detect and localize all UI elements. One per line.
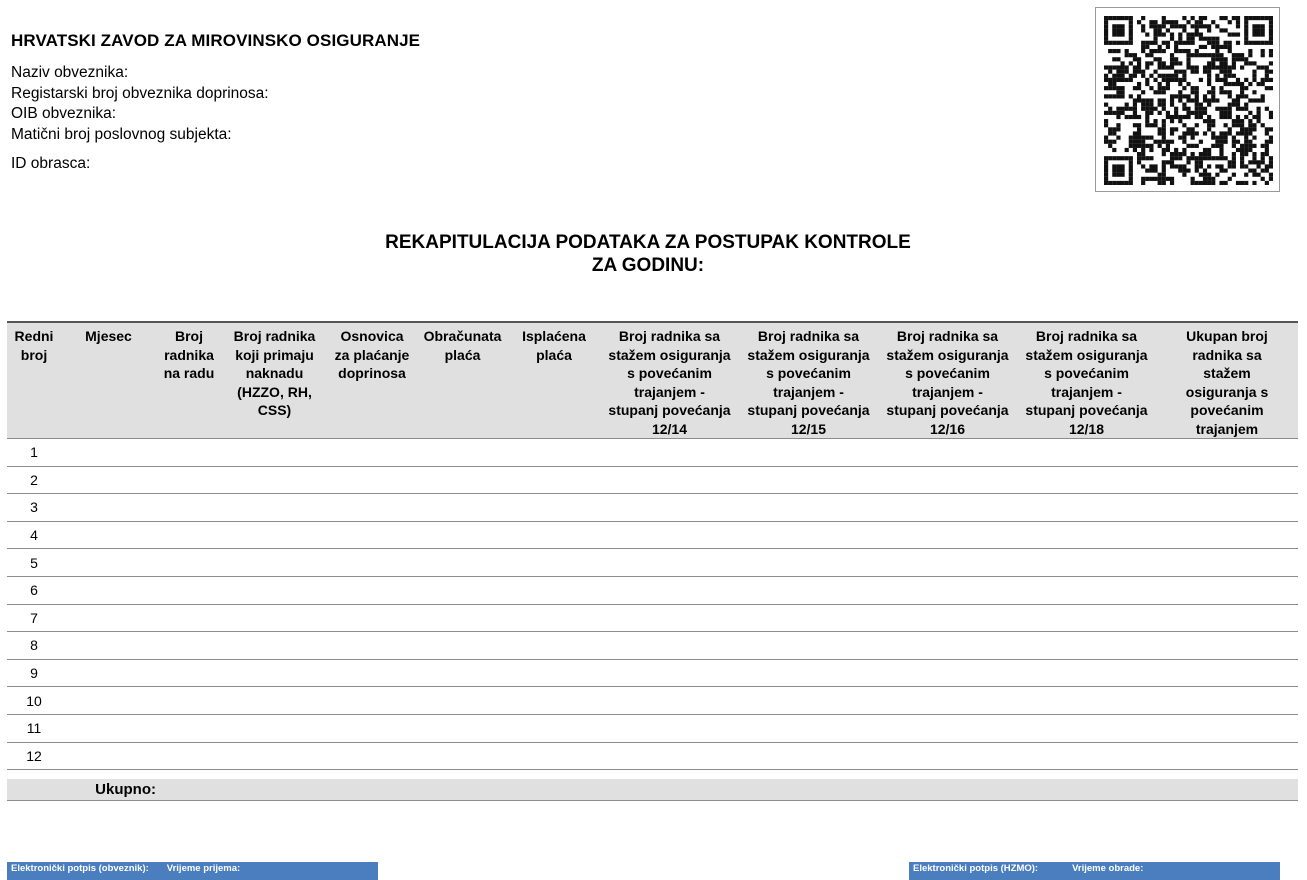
table-cell [1156, 659, 1298, 687]
table-cell [1156, 521, 1298, 549]
total-row [7, 779, 1298, 801]
table-cell [222, 439, 327, 467]
table-cell [61, 576, 156, 604]
organization-name: HRVATSKI ZAVOD ZA MIROVINSKO OSIGURANJE [11, 31, 421, 50]
table-cell [156, 439, 222, 467]
field-registarski-broj: Registarski broj obveznika doprinosa: [11, 84, 269, 102]
table-cell [600, 521, 739, 549]
col-osnovica: Osnovica za plaćanje doprinosa [327, 322, 417, 439]
total-spacer [7, 770, 1298, 779]
table-cell [61, 604, 156, 632]
table-cell [1017, 549, 1156, 577]
table-cell [222, 604, 327, 632]
table-cell [417, 576, 508, 604]
signature-label-hzmo: Elektronički potpis (HZMO): [913, 863, 1039, 874]
table-cell [1156, 576, 1298, 604]
row-number: 5 [7, 549, 61, 577]
col-staz-12-14: Broj radnika sa stažem osiguranja s povećanim trajanjem - stupanj povećanja 12/14 [600, 322, 739, 439]
table-cell [417, 632, 508, 660]
signature-bar-hzmo [909, 862, 1280, 880]
table-cell [878, 439, 1017, 467]
table-cell [156, 714, 222, 742]
table-cell [327, 549, 417, 577]
table-cell [1017, 466, 1156, 494]
table-row [7, 659, 1298, 687]
table-cell [222, 466, 327, 494]
table-cell [327, 742, 417, 770]
table-cell [61, 714, 156, 742]
table-cell [327, 632, 417, 660]
col-redni-broj: Redni broj [7, 322, 61, 439]
table-cell [600, 576, 739, 604]
col-mjesec: Mjesec [61, 322, 156, 439]
table-cell [222, 521, 327, 549]
table-cell [1156, 742, 1298, 770]
table-cell [222, 576, 327, 604]
table-cell [878, 494, 1017, 522]
table-cell [417, 439, 508, 467]
table-cell [327, 687, 417, 715]
table-cell [600, 714, 739, 742]
table-row [7, 604, 1298, 632]
table-row [7, 687, 1298, 715]
total-label: Ukupno: [61, 779, 156, 801]
table-cell [600, 494, 739, 522]
table-cell [327, 521, 417, 549]
table-cell [156, 494, 222, 522]
form-id-label: ID obrasca: [11, 155, 91, 172]
table-cell [1156, 466, 1298, 494]
table-cell [508, 659, 600, 687]
table-cell [222, 714, 327, 742]
table-cell [417, 494, 508, 522]
table-body [7, 439, 1298, 770]
receipt-time-label: Vrijeme prijema: [166, 863, 241, 874]
table-cell [508, 604, 600, 632]
table-cell [508, 466, 600, 494]
table-cell [600, 604, 739, 632]
table-cell [417, 714, 508, 742]
table-cell [508, 714, 600, 742]
row-number: 9 [7, 659, 61, 687]
table-cell [222, 494, 327, 522]
table-cell [222, 632, 327, 660]
table-cell [327, 494, 417, 522]
recap-table-container [7, 321, 1298, 801]
table-row [7, 439, 1298, 467]
table-cell [417, 549, 508, 577]
table-cell [156, 576, 222, 604]
table-cell [739, 604, 878, 632]
table-cell [327, 714, 417, 742]
table-cell [508, 439, 600, 467]
table-cell [878, 576, 1017, 604]
table-cell [1017, 494, 1156, 522]
table-cell [327, 576, 417, 604]
table-cell [508, 521, 600, 549]
col-ukupan-broj: Ukupan broj radnika sa stažem osiguranja s povećanim trajanjem [1156, 322, 1298, 439]
table-cell [61, 549, 156, 577]
table-cell [878, 687, 1017, 715]
signature-bar-obligor [7, 862, 378, 880]
table-cell [156, 604, 222, 632]
table-cell [1017, 632, 1156, 660]
title-line-2: ZA GODINU: [591, 255, 705, 276]
table-cell [508, 742, 600, 770]
table-cell [1017, 439, 1156, 467]
table-cell [1017, 714, 1156, 742]
table-row [7, 549, 1298, 577]
field-maticni-broj: Matični broj poslovnog subjekta: [11, 125, 232, 143]
table-cell [1156, 714, 1298, 742]
table-cell [1017, 604, 1156, 632]
table-cell [1156, 604, 1298, 632]
table-cell [417, 659, 508, 687]
table-cell [600, 687, 739, 715]
row-number: 4 [7, 521, 61, 549]
table-cell [878, 549, 1017, 577]
table-cell [327, 439, 417, 467]
table-cell [327, 604, 417, 632]
table-cell [878, 604, 1017, 632]
table-cell [156, 632, 222, 660]
table-row [7, 714, 1298, 742]
table-row [7, 576, 1298, 604]
table-cell [739, 466, 878, 494]
col-staz-12-18: Broj radnika sa stažem osiguranja s povećanim trajanjem - stupanj povećanja 12/18 [1017, 322, 1156, 439]
row-number: 3 [7, 494, 61, 522]
table-cell [1017, 659, 1156, 687]
table-cell [156, 549, 222, 577]
table-cell [156, 659, 222, 687]
table-footer [7, 770, 1298, 801]
document-title [0, 231, 1296, 277]
table-cell [508, 687, 600, 715]
table-cell [61, 687, 156, 715]
table-cell [327, 466, 417, 494]
table-cell [222, 659, 327, 687]
table-cell [1017, 687, 1156, 715]
table-cell [1156, 687, 1298, 715]
processing-time-label: Vrijeme obrade: [1072, 863, 1144, 874]
table-cell [1017, 521, 1156, 549]
table-cell [156, 521, 222, 549]
signature-label-obligor: Elektronički potpis (obveznik): [11, 863, 149, 874]
table-cell [61, 439, 156, 467]
qr-code-icon [1095, 7, 1280, 192]
table-cell [1156, 494, 1298, 522]
col-obracunata-placa: Obračunata plaća [417, 322, 508, 439]
table-row [7, 521, 1298, 549]
table-cell [739, 439, 878, 467]
table-cell [327, 659, 417, 687]
table-cell [417, 687, 508, 715]
table-cell [600, 659, 739, 687]
table-cell [739, 687, 878, 715]
obligor-fields [11, 63, 269, 145]
table-cell [61, 659, 156, 687]
table-cell [878, 466, 1017, 494]
table-cell [600, 632, 739, 660]
table-cell [156, 742, 222, 770]
table-cell [417, 521, 508, 549]
table-cell [739, 576, 878, 604]
table-cell [508, 549, 600, 577]
table-cell [600, 549, 739, 577]
field-naziv: Naziv obveznika: [11, 64, 129, 81]
table-cell [156, 687, 222, 715]
table-cell [1017, 576, 1156, 604]
row-number: 10 [7, 687, 61, 715]
table-cell [878, 632, 1017, 660]
table-cell [1156, 632, 1298, 660]
table-row [7, 466, 1298, 494]
table-cell [61, 466, 156, 494]
table-cell [739, 742, 878, 770]
table-row [7, 742, 1298, 770]
col-staz-12-15: Broj radnika sa stažem osiguranja s povećanim trajanjem - stupanj povećanja 12/15 [739, 322, 878, 439]
table-cell [1156, 439, 1298, 467]
row-number: 7 [7, 604, 61, 632]
table-cell [417, 466, 508, 494]
table-cell [739, 659, 878, 687]
table-cell [739, 494, 878, 522]
table-cell [61, 494, 156, 522]
table-cell [61, 742, 156, 770]
row-number: 11 [7, 714, 61, 742]
row-number: 6 [7, 576, 61, 604]
table-cell [739, 549, 878, 577]
table-cell [878, 714, 1017, 742]
table-cell [222, 687, 327, 715]
table-cell [878, 521, 1017, 549]
table-cell [222, 742, 327, 770]
table-cell [1017, 742, 1156, 770]
table-cell [600, 439, 739, 467]
table-cell [417, 742, 508, 770]
table-cell [508, 632, 600, 660]
qr-code-graphic [1104, 16, 1273, 185]
row-number: 8 [7, 632, 61, 660]
table-cell [508, 576, 600, 604]
table-cell [156, 466, 222, 494]
table-row [7, 632, 1298, 660]
table-cell [508, 494, 600, 522]
col-staz-12-16: Broj radnika sa stažem osiguranja s povećanim trajanjem - stupanj povećanja 12/16 [878, 322, 1017, 439]
table-cell [1156, 549, 1298, 577]
col-radnici-naknada: Broj radnika koji primaju naknadu (HZZO, RH, CSS) [222, 322, 327, 439]
recap-table [7, 321, 1298, 801]
table-cell [61, 521, 156, 549]
row-number: 1 [7, 439, 61, 467]
table-cell [222, 549, 327, 577]
title-line-1: REKAPITULACIJA PODATAKA ZA POSTUPAK KONTROLE [385, 232, 911, 253]
col-isplacena-placa: Isplaćena plaća [508, 322, 600, 439]
table-cell [739, 632, 878, 660]
row-number: 12 [7, 742, 61, 770]
table-row [7, 494, 1298, 522]
table-header-row [7, 322, 1298, 439]
table-cell [878, 659, 1017, 687]
table-cell [600, 742, 739, 770]
table-cell [61, 632, 156, 660]
row-number: 2 [7, 466, 61, 494]
table-cell [600, 466, 739, 494]
col-broj-radnika: Broj radnika na radu [156, 322, 222, 439]
field-oib: OIB obveznika: [11, 105, 117, 122]
table-cell [739, 521, 878, 549]
table-cell [417, 604, 508, 632]
table-cell [739, 714, 878, 742]
table-cell [878, 742, 1017, 770]
